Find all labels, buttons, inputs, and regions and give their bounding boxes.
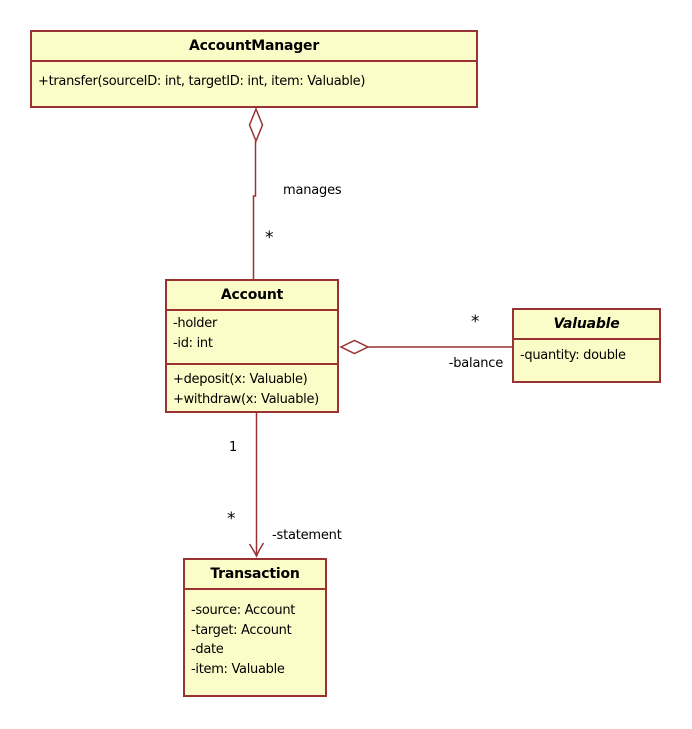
multiplicity-one-statement: 1 <box>229 440 238 455</box>
class-title-transaction: Transaction <box>210 566 300 582</box>
aggregation-diamond-icon <box>250 109 263 141</box>
multiplicity-star-statement: * <box>227 509 236 529</box>
class-attribute: -item: Valuable <box>191 661 285 677</box>
multiplicity-star-balance: * <box>471 312 480 332</box>
class-title-account: Account <box>220 287 284 303</box>
class-box-valuable[interactable] <box>512 308 661 383</box>
methods-compartment <box>32 60 476 104</box>
class-attribute: -holder <box>173 316 217 331</box>
class-attribute: -source: Account <box>191 603 296 618</box>
methods-compartment <box>167 363 337 411</box>
class-method: +transfer(sourceID: int, targetID: int, item: Valuable) <box>38 74 366 89</box>
class-attribute: -target: Account <box>191 622 292 638</box>
edge-label-balance: -balance <box>448 356 503 371</box>
class-method: +deposit(x: Valuable) <box>173 372 308 387</box>
class-attribute: -quantity: double <box>520 348 626 363</box>
class-attribute: -date <box>191 642 224 657</box>
edge-label-statement: -statement <box>272 528 342 543</box>
attributes-compartment <box>167 309 337 363</box>
attributes-compartment <box>185 588 325 695</box>
class-attribute: -id: int <box>173 335 213 351</box>
class-title-valuable: Valuable <box>553 316 620 332</box>
class-box-accountmanager[interactable] <box>30 30 478 108</box>
association-line <box>254 141 256 279</box>
class-title-accountmanager: AccountManager <box>188 38 320 54</box>
multiplicity-star-manages: * <box>265 228 274 248</box>
attributes-compartment <box>514 338 659 381</box>
class-box-account[interactable] <box>165 279 339 413</box>
aggregation-diamond-icon <box>341 341 368 354</box>
class-method: +withdraw(x: Valuable) <box>173 391 319 407</box>
class-box-transaction[interactable] <box>183 558 327 697</box>
edge-label-manages: manages <box>283 183 342 198</box>
